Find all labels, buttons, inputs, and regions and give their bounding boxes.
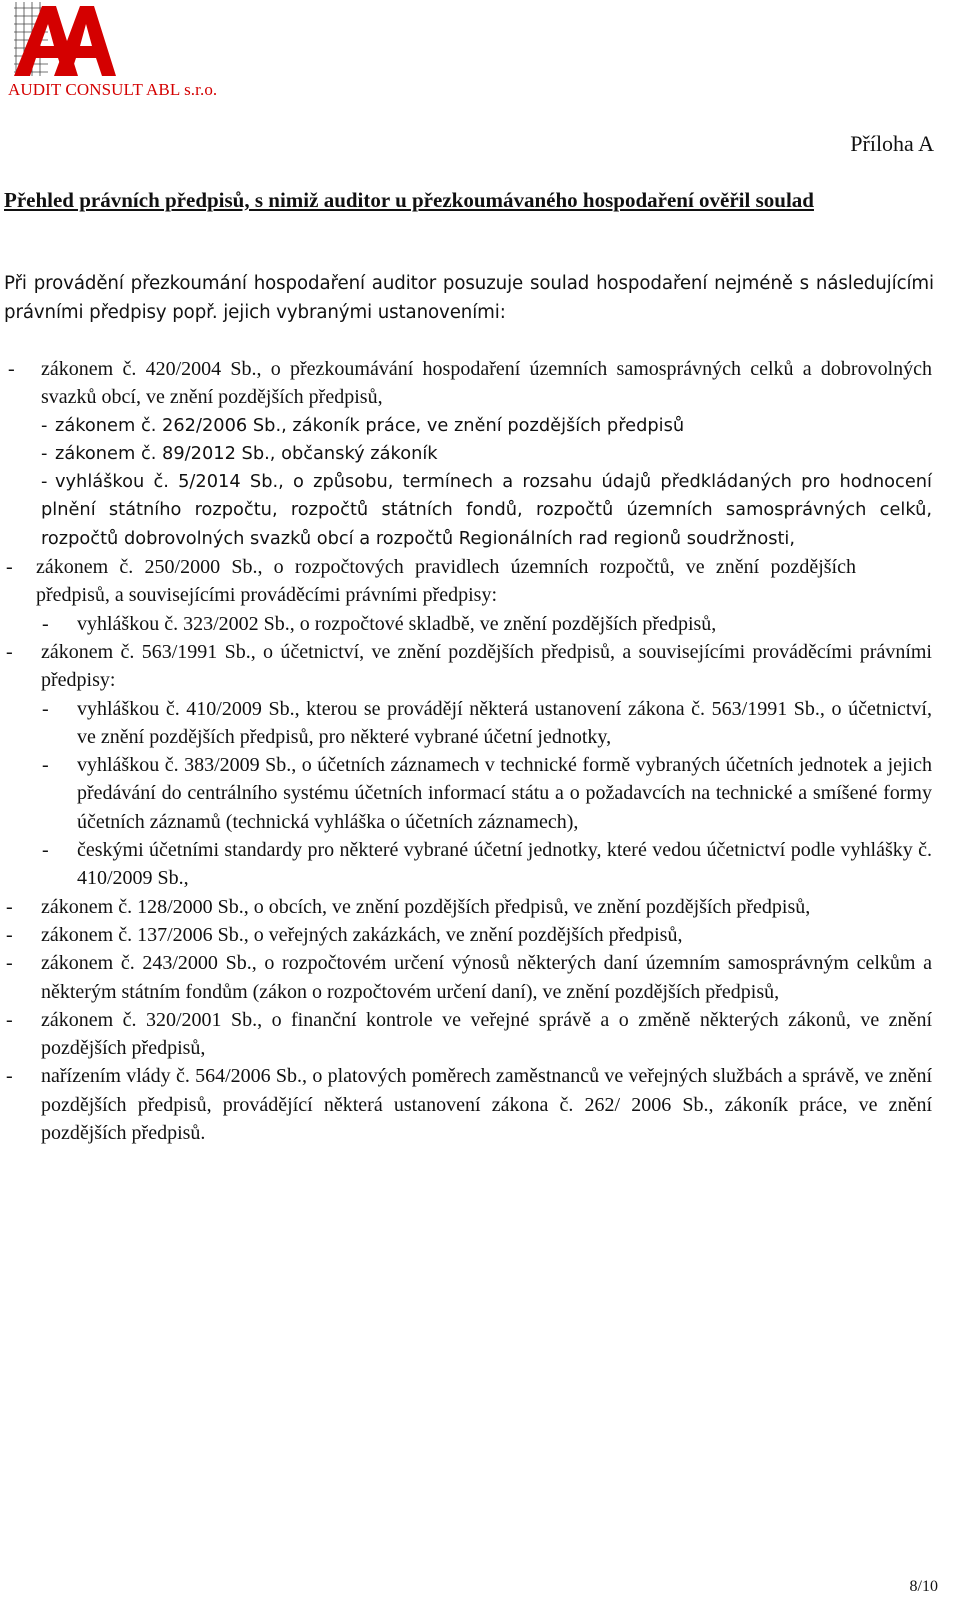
list-item-text: zákonem č. 563/1991 Sb., o účetnictví, ve znění pozdějších předpisů, a souvisejícími prováděcími právními předpisy: [41, 640, 932, 692]
list-item-text: nařízením vlády č. 564/2006 Sb., o platových poměrech zaměstnanců ve veřejných službách a správě, ve znění pozdějších předpisů, provádějící některá ustanovení zákona č. 262/ 2006 Sb., zákoník práce, ve znění pozdějších předpisů. [41, 1065, 932, 1145]
list-item-text: českými účetními standardy pro některé vybrané účetní jednotky, které vedou účetnictví podle vyhlášky č. 410/2009 Sb., [77, 839, 932, 890]
regulation-list [0, 355, 960, 1147]
list-dash: - [41, 471, 48, 493]
list-item [0, 836, 932, 893]
list-dash: - [41, 414, 48, 436]
list-item [0, 468, 932, 553]
company-logo [4, 0, 244, 100]
list-item [0, 1006, 932, 1063]
list-item-text: zákonem č. 250/2000 Sb., o rozpočtových pravidlech územních rozpočtů, ve znění pozdějších předpisů, a souvisejícími prováděcími právními předpisy: [36, 556, 856, 607]
list-item-text: vyhláškou č. 5/2014 Sb., o způsobu, termínech a rozsahu údajů předkládaných pro hodnocení plnění státního rozpočtu, rozpočtů státních fondů, rozpočtů územních samosprávných celků, rozpočtů dobrovolných svazků obcí a rozpočtů Regionálních rad regionů soudržnosti, [41, 471, 932, 549]
list-item [0, 553, 932, 610]
list-dash: - [6, 952, 13, 975]
list-item-text: zákonem č. 262/2006 Sb., zákoník práce, ve znění pozdějších předpisů [55, 414, 685, 436]
list-item [0, 893, 932, 921]
list-item [0, 355, 932, 412]
list-item-text: zákonem č. 128/2000 Sb., o obcích, ve znění pozdějších předpisů, ve znění pozdějších předpisů, [41, 895, 811, 918]
list-item [0, 695, 932, 752]
list-dash: - [42, 754, 49, 777]
list-item [0, 751, 932, 836]
list-item [0, 412, 932, 440]
list-item-text: zákonem č. 420/2004 Sb., o přezkoumávání hospodaření územních samosprávných celků a dobrovolných svazků obcí, ve znění pozdějších předpisů, [41, 358, 932, 409]
list-dash: - [8, 358, 15, 380]
list-item-text: zákonem č. 137/2006 Sb., o veřejných zakázkách, ve znění pozdějších předpisů, [41, 923, 683, 946]
list-dash: - [42, 839, 49, 862]
list-item [0, 610, 932, 638]
list-dash: - [6, 923, 13, 946]
list-item-text: vyhláškou č. 323/2002 Sb., o rozpočtové skladbě, ve znění pozdějších předpisů, [77, 612, 717, 635]
company-name: AUDIT CONSULT ABL s.r.o. [8, 80, 218, 99]
list-item-text: vyhláškou č. 383/2009 Sb., o účetních záznamech v technické formě vybraných účetních jednotek a jejich předávání do centrálního systému účetních informací státu a o požadavcích na technické a smíšené formy účetních záznamů (technická vyhláška o účetních záznamech), [77, 754, 932, 833]
page-number: 8/10 [909, 1578, 938, 1595]
list-item [0, 1062, 932, 1147]
list-dash: - [6, 1065, 13, 1088]
list-dash: - [42, 612, 49, 635]
list-dash: - [6, 1008, 13, 1031]
list-dash: - [6, 895, 13, 918]
list-item-text: zákonem č. 243/2000 Sb., o rozpočtovém určení výnosů některých daní územním samosprávným celkům a některým státním fondům (zákon o rozpočtovém určení daní), ve znění pozdějších předpisů, [41, 952, 932, 1003]
list-dash: - [6, 556, 13, 579]
list-dash: - [41, 442, 48, 464]
list-item [0, 440, 932, 468]
list-item [0, 949, 932, 1006]
list-item-text: zákonem č. 320/2001 Sb., o finanční kontrole ve veřejné správě a o změně některých zákonů, ve znění pozdějších předpisů, [41, 1008, 932, 1060]
list-item-text: zákonem č. 89/2012 Sb., občanský zákoník [55, 442, 438, 464]
document-heading: Přehled právních předpisů, s nimiž auditor u přezkoumávaného hospodaření ověřil soulad [4, 188, 814, 212]
list-item [0, 921, 932, 949]
list-dash: - [42, 697, 49, 720]
list-item-text: vyhláškou č. 410/2009 Sb., kterou se provádějí některá ustanovení zákona č. 563/1991 Sb., o účetnictví, ve znění pozdějších předpisů, pro některé vybrané účetní jednotky, [77, 697, 932, 748]
annex-label: Příloha A [850, 131, 934, 156]
logo-mark-icon [8, 0, 118, 80]
list-item [0, 638, 932, 695]
intro-paragraph: Při provádění přezkoumání hospodaření auditor posuzuje soulad hospodaření nejméně s následujícími právními předpisy popř. jejich vybranými ustanoveními: [4, 273, 934, 323]
list-dash: - [6, 640, 13, 663]
